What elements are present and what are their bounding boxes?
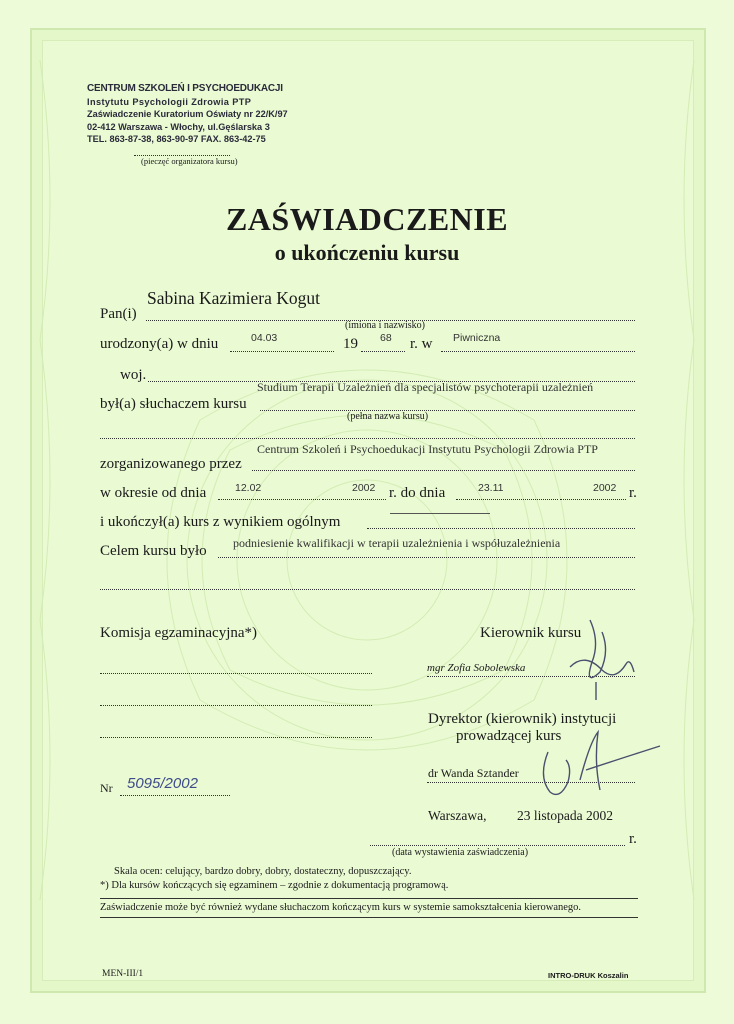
pan-label: Pan(i)	[100, 306, 137, 322]
stamp-caption: (pieczęć organizatora kursu)	[141, 156, 238, 166]
issue-place: Warszawa,	[428, 808, 487, 823]
stamp-line-4: 02-412 Warszawa - Włochy, ul.Gęślarska 3	[87, 121, 270, 132]
name-value: Sabina Kazimiera Kogut	[147, 288, 321, 308]
strike-line	[390, 513, 490, 514]
director-label-1: Dyrektor (kierownik) instytucji	[428, 711, 617, 727]
number-value: 5095/2002	[127, 775, 198, 792]
organizer-label: zorganizowanego przez	[100, 456, 242, 472]
goal-label: Celem kursu było	[100, 543, 207, 559]
born-place: Piwniczna	[453, 332, 501, 344]
course-caption: (pełna nazwa kursu)	[347, 411, 429, 422]
printer-mark: INTRO-DRUK Koszalin	[548, 971, 629, 980]
goal-value: podniesienie kwalifikacji w terapii uzależnienia i współuzależnienia	[233, 536, 561, 550]
commission-label: Komisja egzaminacyjna*)	[100, 625, 258, 641]
footnote: *) Dla kursów kończących się egzaminem – zgodnie z dokumentacją programową.	[100, 880, 449, 891]
result-label: i ukończył(a) kurs z wynikiem ogólnym	[100, 514, 341, 530]
from-year: 2002	[352, 482, 376, 494]
born-date: 04.03	[251, 332, 278, 344]
born-year-prefix: 19	[343, 336, 358, 352]
issue-suffix: r.	[629, 831, 637, 847]
director-label-2: prowadzącej kurs	[456, 728, 562, 744]
from-date: 12.02	[235, 482, 262, 494]
director-signature	[520, 722, 680, 802]
to-date: 23.11	[478, 482, 504, 494]
course-head-label: Kierownik kursu	[480, 625, 582, 641]
woj-label: woj.	[120, 367, 147, 383]
number-prefix: Nr	[100, 781, 113, 795]
name-caption: (imiona i nazwisko)	[345, 320, 425, 331]
course-name: Studium Terapii Uzależnień dla specjalistów psychoterapii uzależnień	[257, 380, 594, 394]
born-year: 68	[380, 332, 392, 344]
born-place-label: r. w	[410, 336, 433, 352]
stamp-line-5: TEL. 863-87-38, 863-90-97 FAX. 863-42-75	[87, 134, 266, 144]
organizer-value: Centrum Szkoleń i Psychoedukacji Instytutu Psychologii Zdrowia PTP	[257, 442, 598, 456]
listener-label: był(a) słuchaczem kursu	[100, 396, 247, 412]
period-label: w okresie od dnia	[100, 485, 207, 501]
director-name: dr Wanda Sztander	[428, 766, 519, 780]
stamp-line-1: CENTRUM SZKOLEŃ I PSYCHOEDUKACJI	[87, 83, 283, 94]
issue-caption: (data wystawienia zaświadczenia)	[392, 847, 529, 858]
born-label: urodzony(a) w dniu	[100, 336, 219, 352]
to-label: r. do dnia	[389, 485, 446, 501]
document-title: ZAŚWIADCZENIE	[225, 201, 509, 237]
document-subtitle: o ukończeniu kursu	[274, 240, 460, 265]
stamp-line-2: Instytutu Psychologii Zdrowia PTP	[87, 96, 252, 107]
scale-note: Skala ocen: celujący, bardzo dobry, dobry, dostateczny, dopuszczający.	[114, 866, 412, 877]
year-suffix: r.	[629, 485, 637, 501]
issue-date: 23 listopada 2002	[517, 808, 613, 823]
form-code: MEN-III/1	[102, 969, 144, 979]
organizer-stamp	[87, 83, 288, 146]
to-year: 2002	[593, 482, 617, 494]
bottom-note: Zaświadczenie może być również wydane słuchaczom kończącym kurs w systemie samokształcenia kierowanego.	[100, 902, 582, 913]
stamp-line-3: Zaświadczenie Kuratorium Oświaty nr 22/K/97	[87, 109, 288, 119]
course-head-signature	[530, 612, 640, 702]
course-head-name: mgr Zofia Sobolewska	[427, 662, 526, 674]
